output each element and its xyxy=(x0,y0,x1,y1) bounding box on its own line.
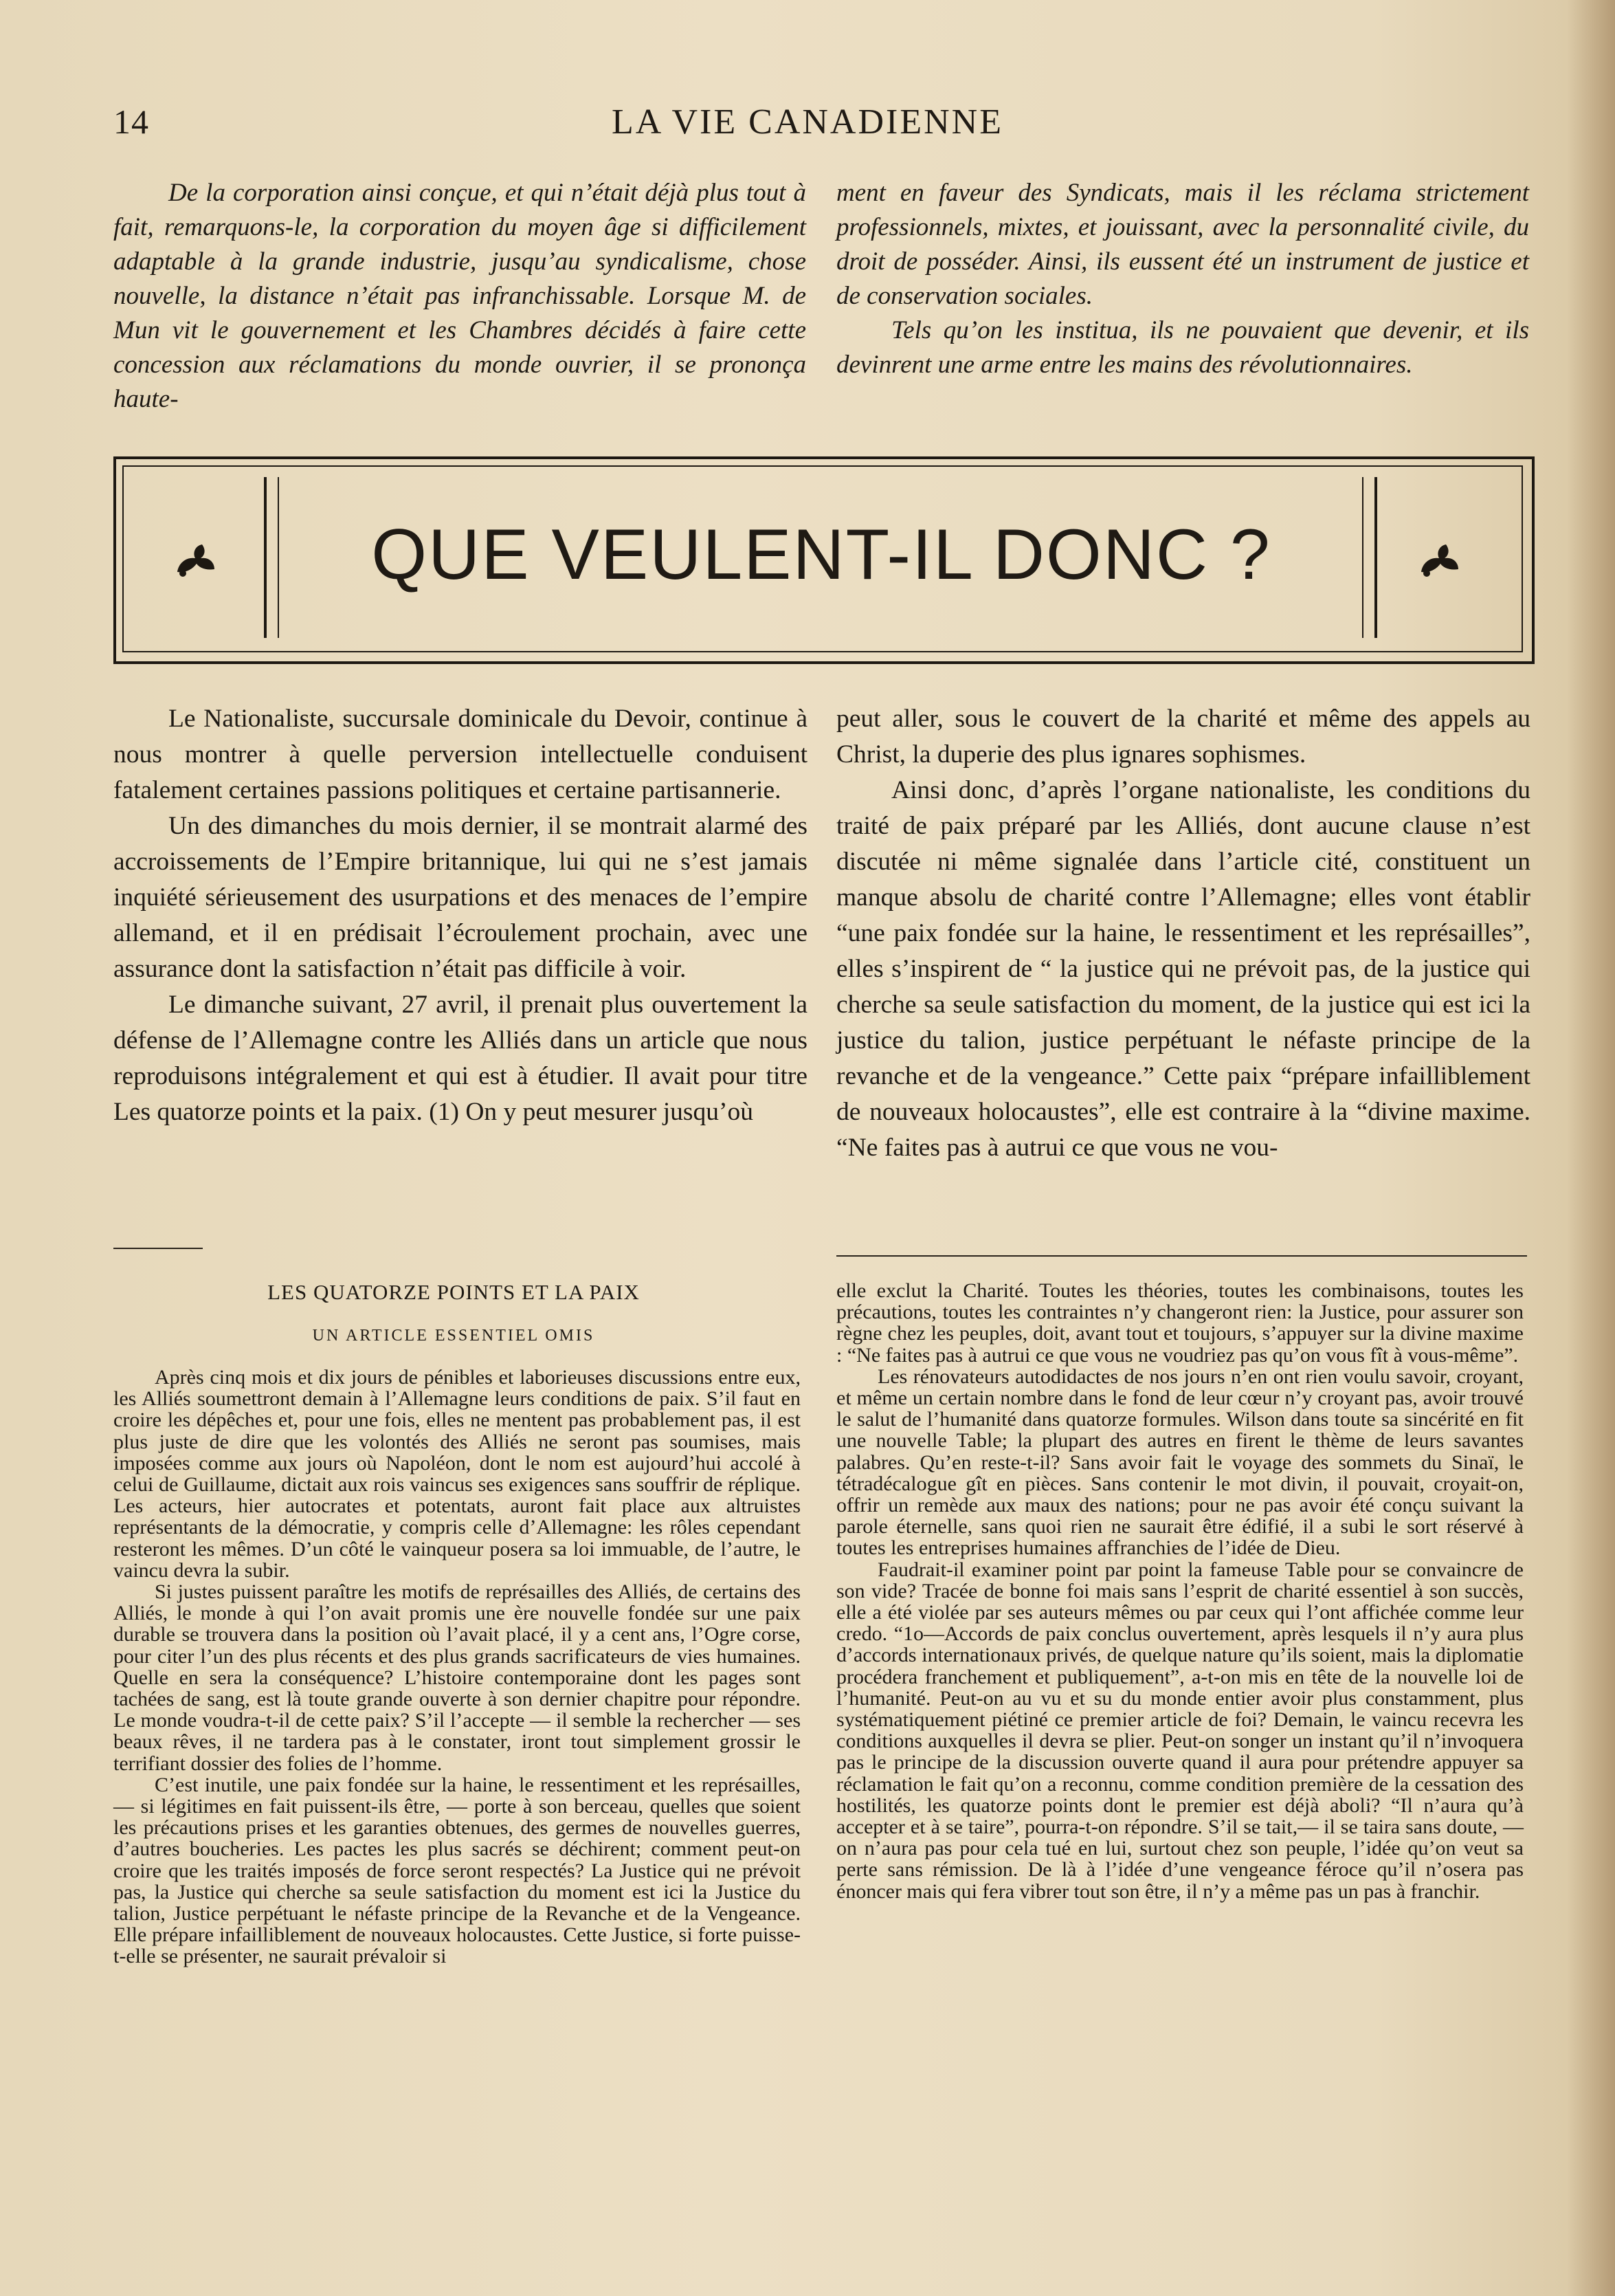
reprint-paragraph: Après cinq mois et dix jours de pénibles et laborieuses discussions entre eux, les Alliés soumettront demain à l’Allemagne leurs conditions de paix. S’il faut en croire les dépêches et, pour une fois, elles ne mentent pas probablement pas, il est plus juste de dire que les volontés des Alliés ne seront pas soumises, mais imposées comme aux jours où Napoléon, dont le nom est aujourd’hui accolé à celui de Guillaume, dictait aux rois vaincus ses exigences sans souffrir de réplique. Les acteurs, hier autocrates et potentats, auront fait place aux altruistes représentants de la démocratie, y compris celle d’Allemagne: les rôles cependant resteront les mêmes. D’un côté le vainqueur posera sa loi immuable, de l’autre, le vaincu devra la subir. xyxy=(113,1366,801,1582)
reprint-paragraph: C’est inutile, une paix fondée sur la haine, le ressentiment et les représailles, — si légitimes en fait puissent-ils être, — porte à son berceau, quelles que soient les précautions prises et les garanties obtenues, des germes de nouvelles guerres, d’autres boucheries. Les pactes les plus sacrés se déchirent; comment peut-on croire que les traités imposés de force seront respectés? La Justice qui ne prévoit pas, la Justice qui cherche sa seule satisfaction du moment est ici la Justice du talion, Justice perpétuant le néfaste principe de la Revanche et de la Vengeance. Elle prépare infailliblement de nouveaux holocaustes. Cette Justice, si forte puisse-t-elle se présenter, ne saurait prévaloir si xyxy=(113,1773,801,1968)
reprint-subheading: UN ARTICLE ESSENTIEL OMIS xyxy=(312,1327,595,1345)
banner-divider xyxy=(278,477,279,638)
intro-right-paragraph: ment en faveur des Syndicats, mais il les réclama strictement professionnels, mixtes, et jouissant, avec la personnalité civile, du droit de posséder. Ainsi, ils eussent été un instrument de justice et de conservation sociales. xyxy=(836,179,1529,310)
intro-left-paragraph: De la corporation ainsi conçue, et qui n’était déjà plus tout à fait, remarquons-le, la corporation du moyen âge si difficilement adaptable à la grande industrie, jusqu’au syndicalisme, chose nouvelle, la distance n’était pas infranchissable. Lorsque M. de Mun vit le gouvernement et les Chambres décidés à faire cette concession aux réclamations du monde ouvrier, il se prononça haute- xyxy=(113,179,806,413)
article-paragraph: Le dimanche suivant, 27 avril, il prenait plus ouvertement la défense de l’Allemagne contre les Alliés dans un article que nous reproduisons intégralement et qui est à étudier. Il avait pour titre Les quatorze points et la paix. (1) On y peut mesurer jusqu’où xyxy=(113,991,808,1126)
intro-right-column xyxy=(836,176,1529,382)
reprint-heading: LES QUATORZE POINTS ET LA PAIX xyxy=(267,1280,640,1304)
reprint-paragraph: Si justes puissent paraître les motifs de représailles des Alliés, de certains des Alliés, le monde à qui l’on avait promis une ère nouvelle fondée sur une paix durable se trouvera dans la position où l’avait placé, il y a cent ans, l’Ogre corse, pour citer l’un des plus récents et des plus grands sacrificateurs de vies humaines. Quelle en sera la conséquence? L’histoire contemporaine dont les pages sont tachées de sang, est là toute grande ouverte à son dernier chapitre pour répondre. Le monde voudra-t-il de cette paix? S’il l’accepte — il semble la rechercher — ses beaux rêves, il ne tardera pas à le constater, iront tout simplement grossir le terrifiant dossier des folies de l’homme. xyxy=(113,1580,801,1775)
reprint-paragraph: Faudrait-il examiner point par point la fameuse Table pour se convaincre de son vide? Tracée de bonne foi mais sans l’esprit de charité essentiel à son succès, elle a été violée par ses auteurs mêmes ou par ceux qui l’ont affichée comme leur credo. “1o—Accords de paix conclus ouvertement, après lesquels il n’y aura plus d’accords internationaux privés, de quelque nature qu’ils soient, mais la diplomatie procédera franchement et publiquement”, a-t-on mis en tête de la nouvelle loi de l’humanité. Peut-on au vu et su du monde entier avoir plus constamment, plus systématiquement piétiné ce premier article de foi? Demain, le vaincu recevra les conditions auxquelles il devra se plier. Peut-on songer un instant qu’il n’invoquera pas le principe de la discussion ouverte quand il aura pour prétendre appuyer sa réclamation le fait qu’on a reconnu, comme condition première de la cessation des hostilités, les quatorze points dont le premier est déjà aboli? “Il n’aura qu’à accepter et à se taire”, pourra-t-on répondre. S’il se tait,— il se taira sans doute, — on n’aura pas pour cela tué en lui, surtout chez son peuple, l’idée qu’on veut sa perte sans rémission. De là à l’idée d’une vengeance féroce qu’il n’osera pas énoncer mais qui fera vibrer tout son être, il n’y a même pas un pas à franchir. xyxy=(836,1558,1524,1903)
article-paragraph: Le Nationaliste, succursale dominicale du Devoir, continue à nous montrer à quelle perversion intellectuelle conduisent fatalement certaines passions politiques et certaine partisannerie. xyxy=(113,705,808,804)
intro-left-column xyxy=(113,176,806,417)
running-header-title: LA VIE CANADIENNE xyxy=(612,102,1003,142)
column-rule xyxy=(836,1255,1527,1257)
fleuron-icon xyxy=(172,538,220,579)
banner-title: QUE VEULENT-IL DONC ? xyxy=(371,515,1271,595)
reprint-left-column xyxy=(113,1367,801,1967)
fleuron-icon xyxy=(1416,538,1464,579)
reprint-paragraph: Les rénovateurs autodidactes de nos jours n’en ont rien voulu savoir, croyant, et même un certain nombre dans le fond de leur cœur n’y croyant pas, avoir trouvé le salut de l’humanité dans quatorze formules. Wilson dans toute sa sincérité en fit une nouvelle Table; la plupart des autres en firent le thème de leurs savantes palabres. Qu’en reste-t-il? Sans avoir fait le voyage des sommets du Sinaï, le tétradécalogue gît en pièces. Sans contenir le mot divin, il pouvait, croyait-on, offrir un remède aux maux des nations; pour ne pas avoir été conçu suivant la parole éternelle, sans quoi rien ne saurait être édifié, il a subi le sort réservé à toutes les entreprises humaines affranchies de l’idée de Dieu. xyxy=(836,1365,1524,1560)
article-paragraph: peut aller, sous le couvert de la charité et même des appels au Christ, la duperie des plus ignares sophismes. xyxy=(836,705,1530,769)
reprint-paragraph: elle exclut la Charité. Toutes les théories, toutes les combinaisons, toutes les précautions, toutes les contraintes n’y changeront rien: la Justice, pour assurer son règne chez les peuples, doit, avant tout et toujours, s’appuyer sur la divine maxime : “Ne faites pas à autrui ce que vous ne voudriez pas qu’on vous fît à vous-même”. xyxy=(836,1279,1524,1367)
article-right-column xyxy=(836,701,1530,1166)
page-number: 14 xyxy=(113,102,149,141)
column-rule xyxy=(113,1248,203,1249)
intro-right-paragraph: Tels qu’on les institua, ils ne pouvaient que devenir, et ils devinrent une arme entre les mains des révolutionnaires. xyxy=(836,316,1529,379)
banner-divider xyxy=(264,477,267,638)
reprint-right-column xyxy=(836,1280,1524,1902)
article-paragraph: Ainsi donc, d’après l’organe nationaliste, les conditions du traité de paix préparé par les Alliés, dont aucune clause n’est discutée ni même signalée dans l’article cité, constituent un manque absolu de charité contre l’Allemagne; elles vont établir “une paix fondée sur la haine, le ressentiment et les représailles”, elles s’inspirent de “ la justice qui ne prévoit pas, de la justice qui cherche sa seule satisfaction du moment, de la justice qui est ici la justice du talion, justice perpétuant le néfaste principe de la revanche et de la vengeance.” Cette paix “prépare infailliblement de nouveaux holocaustes”, elle est contraire à la “divine maxime. “Ne faites pas à autrui ce que vous ne vou- xyxy=(836,776,1530,1162)
banner-divider xyxy=(1374,477,1377,638)
banner-divider xyxy=(1362,477,1363,638)
article-paragraph: Un des dimanches du mois dernier, il se montrait alarmé des accroissements de l’Empire britannique, lui qui ne s’est jamais inquiété sérieusement des usurpations et des menaces de l’empire allemand, et il en prédisait l’écroulement prochain, avec une assurance dont la satisfaction n’était pas difficile à voir. xyxy=(113,812,808,983)
page-edge-shadow xyxy=(1567,0,1615,2296)
article-left-column xyxy=(113,701,808,1130)
